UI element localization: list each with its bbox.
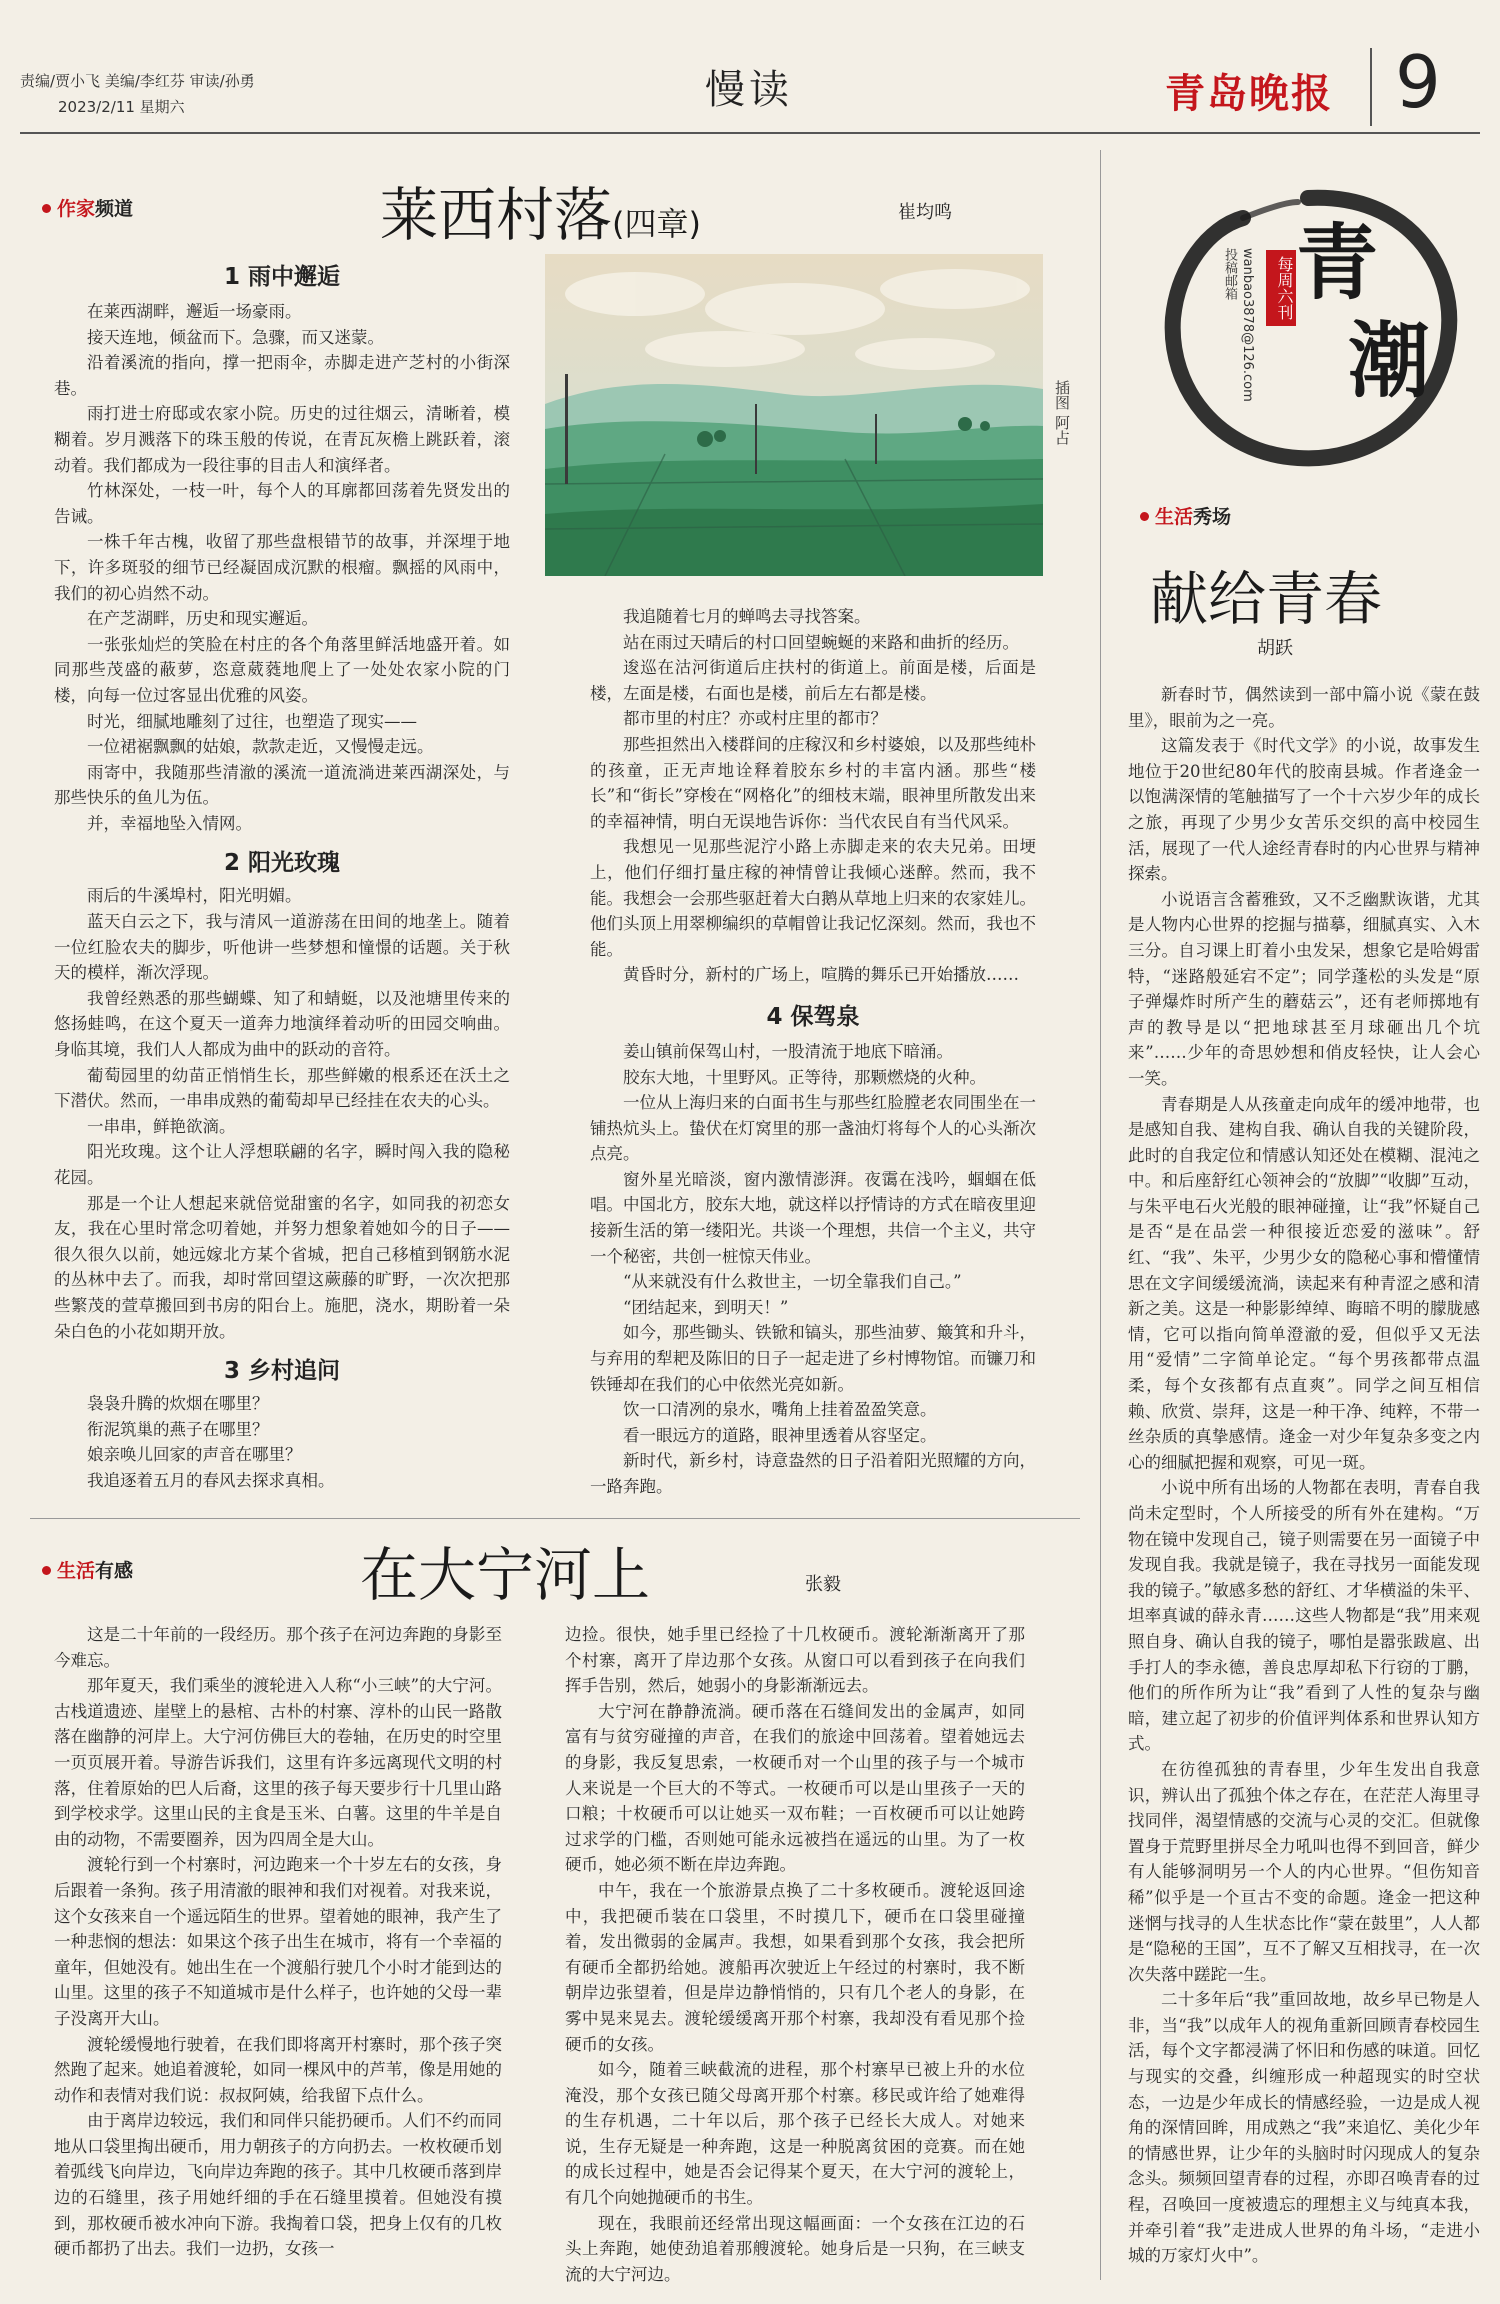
paragraph: 窗外星光暗淡，窗内激情澎湃。夜霭在浅吟，蝈蝈在低唱。中国北方，胶东大地，就这样以抒情诗的方式在暗夜里迎接新生活的第一缕阳光。共谈一个理想，共信一个主义，共守一个秘密，共创一桩惊天伟业。: [590, 1169, 1036, 1266]
paragraph: 边捡。很快，她手里已经捡了十几枚硬币。渡轮渐渐离开了那个村寨，离开了岸边那个女孩。从窗口可以看到孩子在向我们挥手告别，然后，她弱小的身影渐渐远去。: [565, 1625, 1025, 1696]
article3-author: 张毅: [805, 1574, 841, 1595]
paragraph: 我追随着七月的蝉鸣去寻找答案。: [623, 607, 871, 626]
paragraph: 这是二十年前的一段经历。那个孩子在河边奔跑的身影至今难忘。: [54, 1625, 502, 1670]
qingchao-logo: [1148, 178, 1468, 478]
paragraph: 小说语言含蓄雅致，又不乏幽默诙谐，尤其是人物内心世界的挖掘与描摹，细腻真实、入木三分。自习课上盯着小虫发呆，想象它是哈姆雷特，“迷路般延宕不定”；同学蓬松的头发是“原子弹爆炸时所产生的蘑菇云”，还有老师掷地有声的教导是以“把地球甚至月球砸出几个坑来”……少年的奇思妙想和俏皮轻快，让人会心一笑。: [1128, 889, 1480, 1088]
paragraph: 沿着溪流的指向，撑一把雨伞，赤脚走进产芝村的小街深巷。: [54, 353, 510, 398]
article1-column-1: [54, 258, 510, 1494]
paragraph: 阳光玫瑰。这个让人浮想联翩的名字，瞬时闯入我的隐秘花园。: [54, 1142, 510, 1187]
paragraph: “从来就没有什么救世主，一切全靠我们自己。”: [623, 1272, 962, 1292]
paragraph: 我曾经熟悉的那些蝴蝶、知了和蜻蜓，以及池塘里传来的悠扬蛙鸣，在这个夏天一道奔力地演绎着动听的田园交响曲。身临其境，我们人人都成为曲中的跃动的音符。: [54, 988, 510, 1060]
paragraph: 并，幸福地坠入情网。: [87, 813, 252, 833]
section-heading-4: 4 保驾泉: [766, 1003, 860, 1030]
paragraph: 青春期是人从孩童走向成年的缓冲地带，也是感知自我、建构自我、确认自我的关键阶段，此时的自我定位和情感认知还处在模糊、混沌之中。和后座舒红心领神会的“放脚”“收脚”互动，与朱平电石火光般的眼神碰撞，让“我”怀疑自己是否“是在品尝一种很接近恋爱的滋味”。舒红、“我”、朱平，少男少女的隐秘心事和懵懂情思在文字间缓缓流淌，读起来有种青涩之感和清新之美。这是一种影影绰绰、晦暗不明的朦胧感情，它可以指向简单澄澈的爱，但似乎又无法用“爱情”二字简单论定。“每个男孩都带点温柔，每个女孩都有点直爽”。同学之间互相信赖、欣赏、崇拜，这是一种干净、纯粹，不带一丝杂质的真挚感情。逄金一对少年复杂多变之内心的细腻把握和观察，可见一斑。: [1128, 1094, 1480, 1472]
section-heading-1: 1 雨中邂逅: [223, 264, 340, 290]
article1-column-2: [590, 604, 1036, 1500]
paragraph: 中午，我在一个旅游景点换了二十多枚硬币。渡轮返回途中，我把硬币装在口袋里，不时摸几下，硬币在口袋里碰撞着，发出微弱的金属声。我想，如果看到那个女孩，我会把所有硬币全都扔给她。渡船再次驶近上午经过的村寨时，我不断朝岸边张望着，但是岸边静悄悄的，只有几个老人的身影，在雾中晃来晃去。渡轮缓缓离开那个村寨，我却没有看见那个捡硬币的女孩。: [565, 1880, 1025, 2054]
paragraph: 娘亲唤儿回家的声音在哪里？: [87, 1445, 302, 1465]
paragraph: 如今，那些锄头、铁锨和镐头，那些油萝、簸箕和升斗，与弃用的犁耙及陈旧的日子一起走进了乡村博物馆。而镰刀和铁锤却在我们的心中依然光亮如新。: [590, 1323, 1036, 1394]
header-editors: 责编/贾小飞 美编/李红芬 审读/孙勇: [20, 72, 255, 90]
paragraph: 胶东大地，十里野风。正等待，那颗燃烧的火种。: [623, 1067, 986, 1087]
qingchao-mail-label: 投稿邮箱: [1222, 248, 1237, 300]
paragraph: 如今，随着三峡截流的进程，那个村寨早已被上升的水位淹没，那个女孩已随父母离开那个村寨。移民或许给了她难得的生存机遇，二十年以后，那个孩子已经长大成人。对她来说，生存无疑是一种奔跑，这是一种脱离贫困的竞赛。而在她的成长过程中，她是否会记得某个夏天，在大宁河的渡轮上，有几个向她抛硬币的书生。: [565, 2060, 1025, 2208]
paragraph: 站在雨过天晴后的村口回望蜿蜒的来路和曲折的经历。: [623, 632, 1019, 652]
paragraph: 二十多年后“我”重回故地，故乡早已物是人非，当“我”以成年人的视角重新回顾青春校园生活，每个文字都浸满了怀旧和伤感的味道。回忆与现实的交叠，纠缠形成一种超现实的时空状态，一边是少年成长的情感经验，一边是成人视角的深情回眸，用成熟之“我”来追忆、美化少年的情感世界，让少年的头脑时时闪现成人的复杂念头。频频回望青春的过程，亦即召唤青春的过程，召唤回一度被遗忘的理想主义与纯真本我，并牵引着“我”走进成人世界的角斗场，“走进小城的万家灯火中”。: [1128, 1990, 1480, 2266]
paragraph: 时光，细腻地雕刻了过往，也塑造了现实——: [87, 711, 417, 731]
paragraph: 逡巡在沽河街道后庄扶村的街道上。前面是楼，后面是楼，左面是楼，右面也是楼，前后左右都是楼。: [590, 658, 1036, 703]
paragraph: 雨后的牛溪埠村，阳光明媚。: [87, 886, 302, 906]
qingchao-char-1: 青: [1296, 215, 1379, 311]
paragraph: 黄昏时分，新村的广场上，喧腾的舞乐已开始播放……: [623, 965, 1019, 985]
qingchao-char-2: 潮: [1348, 313, 1431, 409]
section-heading-3: 3 乡村追问: [223, 1358, 340, 1385]
section-title: 慢读: [705, 67, 793, 113]
paragraph: 在产芝湖畔，历史和现实邂逅。: [87, 609, 318, 629]
paragraph: 一位裙裾飘飘的姑娘，款款走近，又慢慢走远。: [87, 737, 434, 757]
tag-dot-icon: [1140, 512, 1149, 521]
paragraph: 看一眼远方的道路，眼神里透着从容坚定。: [623, 1425, 937, 1445]
paragraph: 我想见一见那些泥泞小路上赤脚走来的农夫兄弟。田埂上，他们仔细打量庄稼的神情曾让我倾心迷醉。然而，我不能。我想会一会那些驱赶着大白鹅从草地上归来的农家娃儿。他们头顶上用翠柳编织的草帽曾让我记忆深刻。然而，我也不能。: [590, 837, 1036, 959]
paragraph: 一张张灿烂的笑脸在村庄的各个角落里鲜活地盛开着。如同那些茂盛的蔽萝，恣意葳蕤地爬上了一处处农家小院的门楼，向每一位过客显出优雅的风姿。: [54, 634, 510, 705]
paragraph: 一位从上海归来的白面书生与那些红脸膛老农同围坐在一铺热炕头上。蛰伏在灯窝里的那一盏油灯将每个人的心头渐次点亮。: [590, 1093, 1036, 1164]
tag-dot-icon: [42, 204, 51, 213]
section-heading-2: 2 阳光玫瑰: [223, 850, 340, 877]
paragraph: 在莱西湖畔，邂逅一场豪雨。: [87, 302, 302, 321]
article2-column-tag: 生活秀场: [1140, 502, 1231, 529]
paragraph: “团结起来，到明天！”: [623, 1297, 789, 1317]
paragraph: 新春时节，偶然读到一部中篇小说《蒙在鼓里》，眼前为之一亮。: [1128, 685, 1480, 730]
header-rule: [20, 132, 1480, 134]
article3-column-tag: 生活有感: [42, 1556, 133, 1583]
paragraph: 一株千年古槐，收留了那些盘根错节的故事，并深埋于地下，许多斑驳的细节已经凝固成沉默的根瘤。飘摇的风雨中，我们的初心岿然不动。: [54, 532, 510, 603]
paragraph: 竹林深处，一枝一叶，每个人的耳廓都回荡着先贤发出的告诫。: [54, 481, 510, 526]
paragraph: 那些担然出入楼群间的庄稼汉和乡村婆娘，以及那些纯朴的孩童，正无声地诠释着胶东乡村的丰富内涵。那些“楼长”和“街长”穿梭在“网格化”的细枝末端，眼神里所散发出来的幸福神情，明白无误地告诉你：当代农民自有当代风采。: [590, 734, 1036, 831]
paragraph: 一串串，鲜艳欲滴。: [87, 1116, 236, 1136]
article2-author: 胡跃: [1257, 638, 1293, 659]
tag-dot-icon: [42, 1566, 51, 1575]
paragraph: 由于离岸边较远，我们和同伴只能扔硬币。人们不约而同地从口袋里掏出硬币，用力朝孩子的方向扔去。一枚枚硬币划着弧线飞向岸边，飞向岸边奔跑的孩子。其中几枚硬币落到岸边的石缝里，孩子用她纤细的手在石缝里摸着。但她没有摸到，那枚硬币被水冲向下游。我掏着口袋，把身上仅有的几枚硬币都扔了出去。我们一边扔，女孩一: [54, 2111, 502, 2259]
paragraph: 那年夏天，我们乘坐的渡轮进入人称“小三峡”的大宁河。古栈道遗迹、崖壁上的悬棺、古朴的村寨、淳朴的山民一路散落在幽静的河岸上。大宁河仿佛巨大的卷轴，在历史的时空里一页页展开着。导游告诉我们，这里有许多远离现代文明的村落，住着原始的巴人后裔，这里的孩子每天要步行十几里山路到学校求学。这里山民的主食是玉米、白薯。这里的牛羊是自由的动物，不需要圈养，因为四周全是大山。: [54, 1676, 502, 1849]
qingchao-tag: 每周六刊: [1266, 250, 1296, 326]
paragraph: 小说中所有出场的人物都在表明，青春自我尚未定型时，个人所接受的所有外在建构。“万物在镜中发现自己，镜子则需要在另一面镜子中发现自我。我就是镜子，我在寻找另一面能发现我的镜子。”敏感多愁的舒红、才华横溢的朱平、坦率真诚的薛永青……这些人物都是“我”用来观照自身、确认自我的镜子，哪怕是嚣张跋扈、出手打人的李永德，善良忠厚却私下行窃的丁鹏，他们的所作所为让“我”看到了人性的复杂与幽暗，建立起了初步的价值评判体系和世界认知方式。: [1128, 1478, 1480, 1754]
article1-author: 崔均鸣: [898, 202, 952, 223]
header-divider: [1370, 48, 1372, 126]
paragraph: 大宁河在静静流淌。硬币落在石缝间发出的金属声，如同富有与贫穷碰撞的声音，在我们的旅途中回荡着。望着她远去的身影，我反复思索，一枚硬币对一个山里的孩子与一个城市人来说是一个巨大的不等式。一枚硬币可以是山里孩子一天的口粮；十枚硬币可以让她买一双布鞋；一百枚硬币可以让她跨过求学的门槛，否则她可能永远被挡在遥远的山里。为了一枚硬币，她必须不断在岸边奔跑。: [565, 1701, 1025, 1875]
article1-title: 莱西村落(四章): [380, 181, 701, 249]
page-number: 9: [1395, 40, 1441, 124]
article2-body: [1128, 682, 1480, 2269]
article2-title: 献给青春: [1150, 565, 1383, 633]
header-date: 2023/2/11 星期六: [58, 98, 185, 116]
article3-top-rule: [30, 1518, 1080, 1519]
paragraph: 衔泥筑巢的燕子在哪里？: [87, 1419, 269, 1439]
paragraph: 在彷徨孤独的青春里，少年生发出自我意识，辨认出了孤独个体之存在，在茫茫人海里寻找同伴，渴望情感的交流与心灵的交汇。但就像置身于荒野里拼尽全力吼叫也得不到回音，鲜少有人能够洞明另一个人的内心世界。“但伤知音稀”似乎是一个亘古不变的命题。逄金一把这种迷惘与找寻的人生状态比作“蒙在鼓里”，人人都是“隐秘的王国”，互不了解又互相找寻，在一次次失落中蹉跎一生。: [1128, 1759, 1480, 1984]
paragraph: 接天连地，倾盆而下。急骤，而又迷蒙。: [87, 327, 384, 347]
column-divider: [1100, 150, 1101, 2280]
article3-column-2: [565, 1622, 1025, 2287]
paragraph: 葡萄园里的幼苗正悄悄生长，那些鲜嫩的根系还在沃土之下潜伏。然而，一串串成熟的葡萄却早已经挂在农夫的心头。: [54, 1065, 510, 1111]
paragraph: 那是一个让人想起来就倍觉甜蜜的名字，如同我的初恋女友，我在心里时常念叨着她，并努力想象着她如今的日子——很久很久以前，她远嫁北方某个省城，把自己移植到钢筋水泥的丛林中去了。而我，却时常回望这蕨藤的旷野，一次次把那些繁茂的萱草搬回到书房的阳台上。施肥，浇水，期盼着一朵朵白色的小花如期开放。: [54, 1193, 510, 1341]
paragraph: 新时代，新乡村，诗意盎然的日子沿着阳光照耀的方向，一路奔跑。: [590, 1451, 1036, 1496]
paragraph: 雨寄中，我随那些清澈的溪流一道流淌进莱西湖深处，与那些快乐的鱼儿为伍。: [54, 762, 510, 808]
paragraph: 这篇发表于《时代文学》的小说，故事发生地位于20世纪80年代的胶南县城。作者逄金一以饱满深情的笔触描写了一个十六岁少年的成长之旅，再现了少男少女苦乐交织的高中校园生活，展现了一代人途经青春时的内心世界与精神探索。: [1128, 736, 1480, 884]
paragraph: 渡轮缓慢地行驶着，在我们即将离开村寨时，那个孩子突然跑了起来。她追着渡轮，如同一棵风中的芦苇，像是用她的动作和表情对我们说：叔叔阿姨，给我留下点什么。: [54, 2034, 502, 2105]
article1-column-tag: 作家频道: [42, 194, 133, 221]
paragraph: 饮一口清冽的泉水，嘴角上挂着盈盈笑意。: [623, 1400, 937, 1420]
paragraph: 我追逐着五月的春风去探求真相。: [87, 1470, 335, 1490]
paragraph: 姜山镇前保驾山村，一股清流于地底下暗涌。: [623, 1041, 953, 1061]
paragraph: 都市里的村庄？亦或村庄里的都市？: [623, 709, 887, 729]
illustration-credit: 插图 阿占: [1053, 380, 1071, 445]
article1-illustration: [545, 254, 1043, 576]
article3-title: 在大宁河上: [360, 1541, 651, 1609]
paragraph: 雨打进士府邸或农家小院。历史的过往烟云，清晰着，模糊着。岁月溅落下的珠玉般的传说，在青瓦灰檐上跳跃着，滚动着。我们都成为一段往事的目击人和演绎者。: [54, 404, 510, 475]
paragraph: 袅袅升腾的炊烟在哪里？: [87, 1394, 269, 1414]
paper-name: 青岛晚报: [1165, 70, 1333, 117]
paragraph: 渡轮行到一个村寨时，河边跑来一个十岁左右的女孩，身后跟着一条狗。孩子用清澈的眼神和我们对视着。对我来说，这个女孩来自一个遥远陌生的世界。望着她的眼神，我产生了一种悲悯的想法：如果这个孩子出生在城市，将有一个幸福的童年，但她没有。她出生在一个渡船行驶几个小时才能到达的山里。这里的孩子不知道城市是什么样子，也许她的父母一辈子没离开大山。: [54, 1855, 502, 2028]
paragraph: 蓝天白云之下，我与清风一道游荡在田间的地垄上。随着一位红脸农夫的脚步，听他讲一些梦想和憧憬的话题。关于秋天的模样，渐次浮现。: [54, 912, 510, 983]
paragraph: 现在，我眼前还经常出现这幅画面：一个女孩在江边的石头上奔跑，她使劲追着那艘渡轮。她身后是一只狗，在三峡支流的大宁河边。: [565, 2213, 1025, 2284]
article3-column-1: [54, 1622, 502, 2262]
qingchao-mail-address: wanbao3878@126.com: [1240, 248, 1255, 402]
